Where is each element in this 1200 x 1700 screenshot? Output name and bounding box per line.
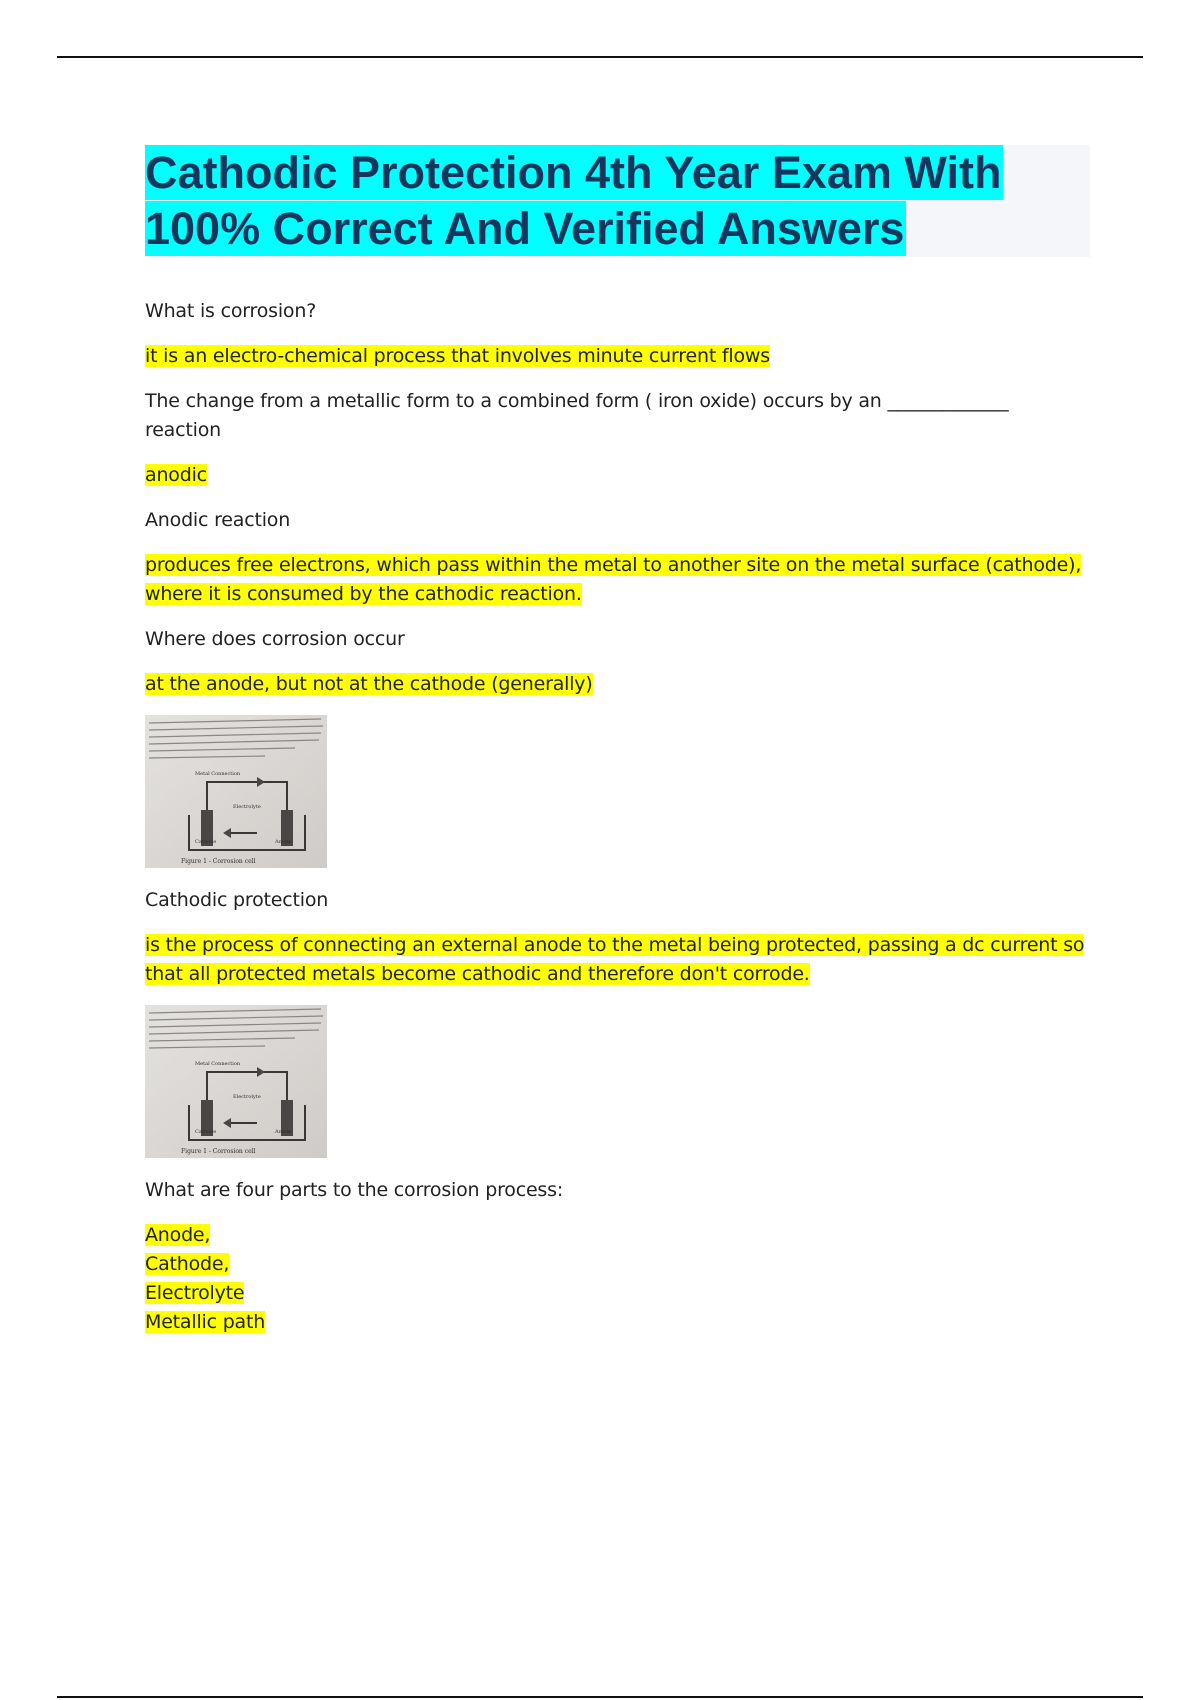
document-title: [145, 145, 1090, 257]
answer-text: [145, 670, 1090, 699]
top-rule: [57, 56, 1143, 58]
fig-label-anode: Anode: [275, 1129, 292, 1135]
corrosion-cell-figure: [145, 1005, 327, 1158]
document-body: [145, 145, 1090, 1353]
question-text: Where does corrosion occur: [145, 628, 405, 650]
document-title-text: Cathodic Protection 4th Year Exam With 100% Correct And Verified Answers: [145, 147, 1002, 254]
answer-text: [145, 461, 1090, 490]
answer-text: [145, 931, 1090, 989]
fig-label-metal-connection: Metal Connection: [195, 1061, 241, 1067]
answer-list-item: [145, 1308, 1090, 1337]
question-text: The change from a metallic form to a combined form ( iron oxide) occurs by an _____________ reaction: [145, 390, 1009, 441]
answer-highlight: at the anode, but not at the cathode (generally): [145, 673, 593, 695]
corrosion-cell-figure: [145, 715, 327, 868]
question-text: What is corrosion?: [145, 300, 317, 322]
answer-highlight: produces free electrons, which pass within the metal to another site on the metal surface (cathode), where it is consumed by the cathodic reaction.: [145, 554, 1082, 605]
fig-label-metal-connection: Metal Connection: [195, 771, 241, 777]
answer-highlight: anodic: [145, 464, 207, 486]
fig-label-electrolyte: Electrolyte: [233, 804, 261, 810]
answer-list: [145, 1221, 1090, 1337]
answer-highlight: Cathode,: [145, 1253, 230, 1275]
fig-label-anode: Anode: [275, 839, 292, 845]
corrosion-cell-photo: [145, 1005, 327, 1158]
answer-text: [145, 551, 1090, 609]
answer-highlight: is the process of connecting an external anode to the metal being protected, passing a dc current so that all protected metals become cathodic and therefore don't corrode.: [145, 934, 1085, 985]
fig-label-cathode: Cathode: [195, 1129, 217, 1135]
bottom-rule: [57, 1696, 1143, 1698]
question-text: What are four parts to the corrosion process:: [145, 1179, 564, 1201]
answer-highlight: Anode,: [145, 1224, 211, 1246]
fig-label-cathode: Cathode: [195, 839, 217, 845]
question-text: Cathodic protection: [145, 889, 329, 911]
answer-text: [145, 342, 1090, 371]
title-block: [145, 145, 1090, 257]
answer-list-item: [145, 1221, 1090, 1250]
answer-highlight: Metallic path: [145, 1311, 266, 1333]
answer-list-item: [145, 1250, 1090, 1279]
answer-highlight: it is an electro-chemical process that involves minute current flows: [145, 345, 770, 367]
fig-caption: Figure 1 - Corrosion cell: [181, 858, 256, 865]
corrosion-cell-photo: [145, 715, 327, 868]
fig-caption: Figure 1 - Corrosion cell: [181, 1148, 256, 1155]
answer-highlight: Electrolyte: [145, 1282, 245, 1304]
answer-list-item: [145, 1279, 1090, 1308]
fig-label-electrolyte: Electrolyte: [233, 1094, 261, 1100]
question-text: Anodic reaction: [145, 509, 291, 531]
